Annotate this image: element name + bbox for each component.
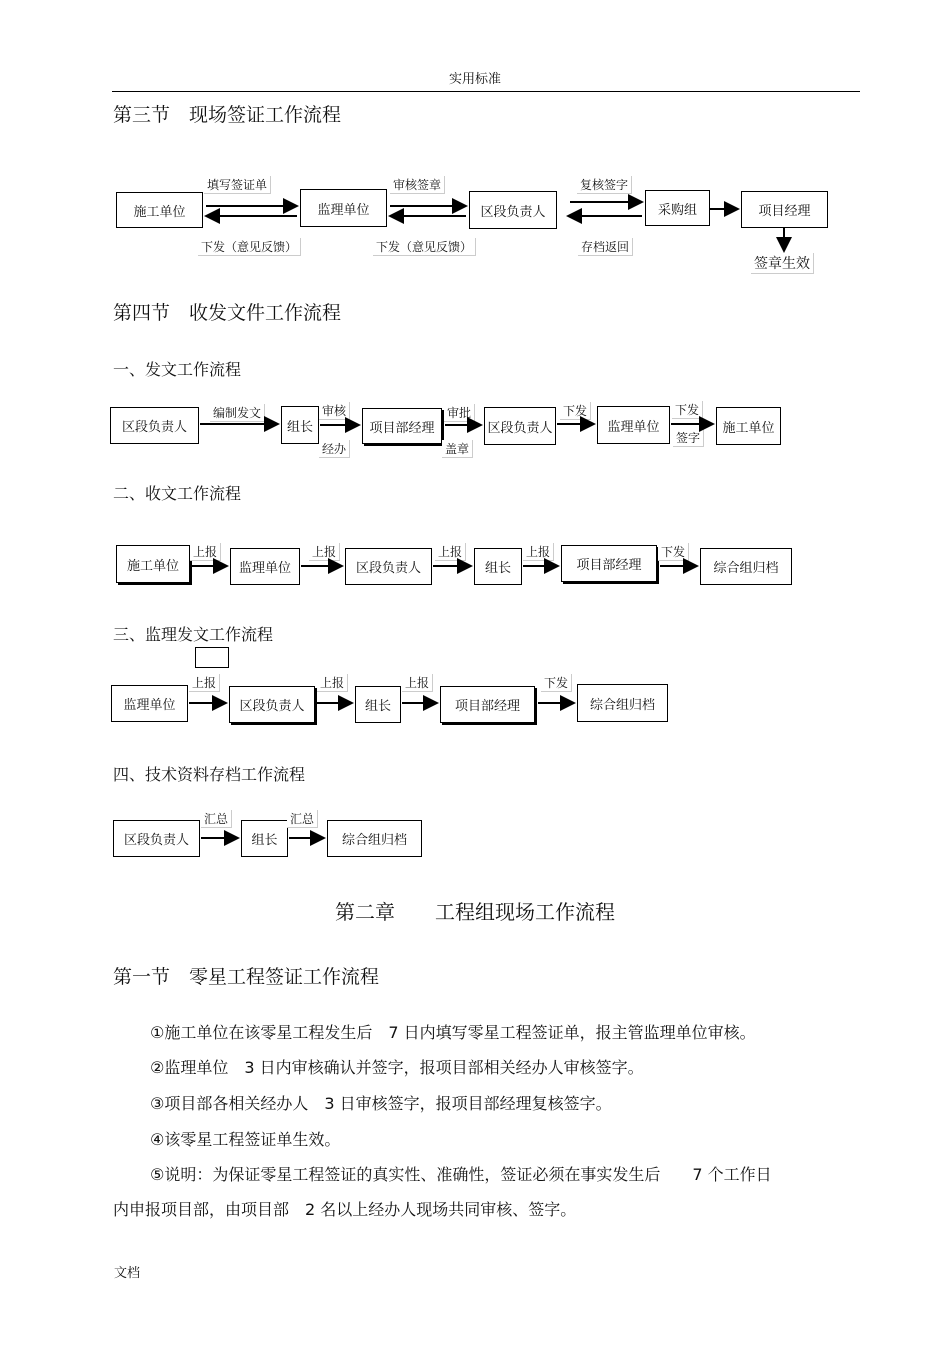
f3-box-group-leader: 组长 — [355, 686, 401, 723]
f1-label-review: 审核 — [319, 402, 350, 420]
box-construction-unit: 施工单位 — [116, 192, 203, 228]
label-archive-return: 存档返回 — [578, 238, 633, 256]
box-project-manager: 项目经理 — [741, 191, 828, 228]
page-header: 实用标准 — [448, 72, 501, 87]
label-seal-effective: 签章生效 — [751, 253, 814, 274]
section4-title: 第四节 收发文件工作流程 — [113, 302, 342, 324]
f1-label-seal: 盖章 — [442, 440, 473, 458]
para-3: ③项目部各相关经办人 3 日审核签字，报项目部经理复核签字。 — [150, 1094, 612, 1113]
f3-box-supervision-unit: 监理单位 — [111, 685, 188, 722]
f2-label-issue: 下发 — [658, 543, 689, 561]
label-review-seal: 审核签章 — [390, 176, 445, 194]
f2-label-report-4: 上报 — [523, 543, 554, 561]
chapter2-section1-title: 第一节 零星工程签证工作流程 — [113, 966, 380, 988]
f2-box-construction-unit: 施工单位 — [116, 545, 190, 583]
f1-box-section-leader: 区段负责人 — [110, 407, 199, 444]
f2-box-section-leader: 区段负责人 — [345, 548, 432, 585]
f3-label-issue: 下发 — [541, 674, 572, 692]
f1-box-section-leader-2: 区段负责人 — [484, 407, 556, 445]
f2-label-report-2: 上报 — [309, 543, 340, 561]
f1-label-edit: 编制发文 — [210, 404, 265, 422]
f3-box-project-manager: 项目部经理 — [440, 686, 535, 723]
f4-box-group-leader: 组长 — [241, 820, 288, 857]
f2-box-project-manager: 项目部经理 — [561, 545, 657, 582]
label-down-feedback-2: 下发（意见反馈） — [373, 238, 476, 256]
f3-label-report-2: 上报 — [317, 674, 348, 692]
f1-box-group-leader: 组长 — [281, 406, 319, 444]
f4-box-section-leader: 区段负责人 — [113, 820, 200, 857]
para-5-cont: 内申报项目部，由项目部 2 名以上经办人现场共同审核、签字。 — [113, 1200, 577, 1219]
f1-label-approve: 审批 — [444, 404, 475, 422]
box-section-leader: 区段负责人 — [469, 191, 557, 229]
para-1: ①施工单位在该零星工程发生后 7 日内填写零星工程签证单，报主管监理单位审核。 — [150, 1023, 756, 1042]
f1-label-issue-2: 下发 — [672, 401, 703, 419]
label-fill-form: 填写签证单 — [204, 176, 271, 194]
box-supervision-unit: 监理单位 — [300, 189, 387, 227]
box-procurement: 采购组 — [645, 190, 710, 226]
f1-label-sign: 签字 — [673, 429, 704, 447]
label-recheck-sign: 复核签字 — [577, 176, 632, 194]
section3-title: 第三节 现场签证工作流程 — [113, 104, 342, 126]
f1-box-project-manager: 项目部经理 — [362, 408, 442, 444]
flow2-title: 二、收文工作流程 — [113, 484, 242, 503]
f2-label-report-1: 上报 — [190, 543, 221, 561]
f2-box-archive: 综合组归档 — [700, 548, 792, 585]
f1-box-supervision-unit: 监理单位 — [597, 406, 670, 444]
flow3-title: 三、监理发文工作流程 — [113, 625, 274, 644]
f1-label-issue-1: 下发 — [560, 402, 591, 420]
f2-label-report-3: 上报 — [435, 543, 466, 561]
f2-box-supervision-unit: 监理单位 — [230, 548, 300, 585]
chapter2-title: 第二章 工程组现场工作流程 — [335, 900, 615, 924]
flow4-title: 四、技术资料存档工作流程 — [113, 765, 306, 784]
para-2: ②监理单位 3 日内审核确认并签字，报项目部相关经办人审核签字。 — [150, 1058, 644, 1077]
label-down-feedback-1: 下发（意见反馈） — [198, 238, 301, 256]
f2-box-group-leader: 组长 — [474, 548, 522, 585]
f3-label-report-3: 上报 — [402, 674, 433, 692]
f1-box-construction-unit: 施工单位 — [716, 407, 781, 445]
f3-label-report-1: 上报 — [189, 674, 220, 692]
f4-box-archive: 综合组归档 — [327, 820, 422, 857]
f3-box-archive: 综合组归档 — [577, 684, 668, 722]
f4-label-summary-2: 汇总 — [287, 810, 318, 828]
f3-box-section-leader: 区段负责人 — [229, 686, 315, 723]
para-4: ④该零星工程签证单生效。 — [150, 1130, 341, 1149]
f4-label-summary-1: 汇总 — [201, 810, 232, 828]
page-footer: 文档 — [114, 1266, 141, 1281]
para-5: ⑤说明：为保证零星工程签证的真实性、准确性，签证必须在事实发生后 7 个工作日 — [150, 1165, 772, 1184]
f1-label-handler: 经办 — [319, 440, 350, 458]
flow1-title: 一、发文工作流程 — [113, 360, 242, 379]
